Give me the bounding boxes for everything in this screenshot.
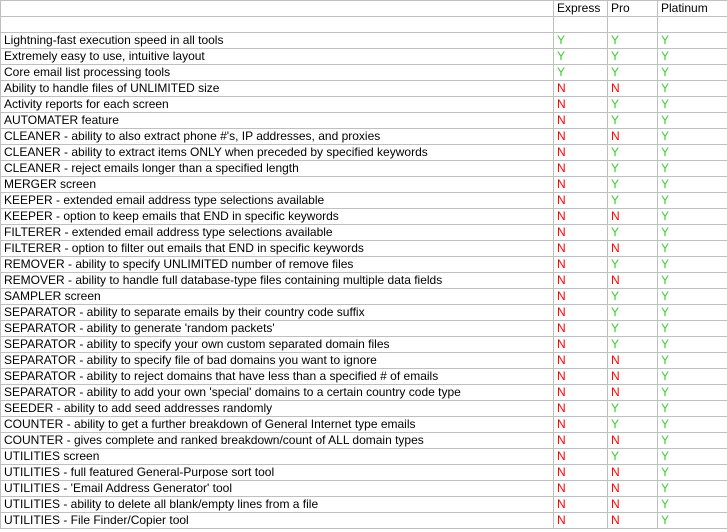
header-feature-cell: [1, 1, 554, 17]
table-row: [1, 433, 727, 449]
feature-name: COUNTER - ability to get a further breakdown of General Internet type emails: [1, 417, 554, 433]
feature-name: UTILITIES - ability to delete all blank/empty lines from a file: [1, 497, 554, 513]
spacer-cell: [1, 17, 554, 33]
platinum-value: Y: [658, 257, 727, 273]
pro-value: Y: [608, 177, 658, 193]
feature-name: SEPARATOR - ability to specify your own custom separated domain files: [1, 337, 554, 353]
platinum-value: Y: [658, 369, 727, 385]
feature-name: Core email list processing tools: [1, 65, 554, 81]
express-value: N: [554, 97, 608, 113]
express-value: N: [554, 385, 608, 401]
express-value: Y: [554, 49, 608, 65]
feature-name: AUTOMATER feature: [1, 113, 554, 129]
pro-value: N: [608, 465, 658, 481]
platinum-value: Y: [658, 97, 727, 113]
pro-value: Y: [608, 449, 658, 465]
pro-value: Y: [608, 97, 658, 113]
pro-value: N: [608, 513, 658, 529]
express-value: N: [554, 209, 608, 225]
express-value: Y: [554, 33, 608, 49]
pro-value: N: [608, 369, 658, 385]
table-row: [1, 113, 727, 129]
express-value: N: [554, 241, 608, 257]
feature-name: Extremely easy to use, intuitive layout: [1, 49, 554, 65]
pro-value: N: [608, 209, 658, 225]
express-value: N: [554, 305, 608, 321]
platinum-value: Y: [658, 81, 727, 97]
pro-value: Y: [608, 225, 658, 241]
express-value: N: [554, 321, 608, 337]
table-row: [1, 417, 727, 433]
express-value: N: [554, 129, 608, 145]
pro-value: N: [608, 273, 658, 289]
express-value: N: [554, 481, 608, 497]
express-value: N: [554, 273, 608, 289]
pro-value: Y: [608, 113, 658, 129]
table-row: [1, 305, 727, 321]
table-row: [1, 161, 727, 177]
pro-value: N: [608, 81, 658, 97]
platinum-value: Y: [658, 129, 727, 145]
table-row: [1, 321, 727, 337]
pro-value: N: [608, 433, 658, 449]
platinum-value: Y: [658, 513, 727, 529]
express-value: N: [554, 145, 608, 161]
pro-value: Y: [608, 257, 658, 273]
pro-value: N: [608, 481, 658, 497]
platinum-value: Y: [658, 145, 727, 161]
platinum-value: Y: [658, 417, 727, 433]
pro-value: Y: [608, 337, 658, 353]
table-row: [1, 497, 727, 513]
platinum-value: Y: [658, 481, 727, 497]
table-row: [1, 193, 727, 209]
table-row: [1, 337, 727, 353]
platinum-value: Y: [658, 465, 727, 481]
table-row: [1, 225, 727, 241]
pro-value: Y: [608, 289, 658, 305]
feature-name: SEPARATOR - ability to specify file of bad domains you want to ignore: [1, 353, 554, 369]
feature-name: UTILITIES - 'Email Address Generator' tool: [1, 481, 554, 497]
pro-value: Y: [608, 401, 658, 417]
feature-name: SEEDER - ability to add seed addresses randomly: [1, 401, 554, 417]
header-pro: Pro: [608, 1, 658, 17]
platinum-value: Y: [658, 401, 727, 417]
platinum-value: Y: [658, 177, 727, 193]
express-value: N: [554, 449, 608, 465]
express-value: N: [554, 257, 608, 273]
express-value: N: [554, 353, 608, 369]
platinum-value: Y: [658, 225, 727, 241]
platinum-value: Y: [658, 161, 727, 177]
platinum-value: Y: [658, 385, 727, 401]
feature-name: REMOVER - ability to specify UNLIMITED number of remove files: [1, 257, 554, 273]
pro-value: Y: [608, 305, 658, 321]
feature-name: CLEANER - ability to also extract phone #'s, IP addresses, and proxies: [1, 129, 554, 145]
express-value: N: [554, 225, 608, 241]
feature-name: Ability to handle files of UNLIMITED size: [1, 81, 554, 97]
table-row: [1, 177, 727, 193]
feature-name: CLEANER - reject emails longer than a specified length: [1, 161, 554, 177]
table-row: [1, 81, 727, 97]
table-row: [1, 481, 727, 497]
platinum-value: Y: [658, 113, 727, 129]
feature-name: KEEPER - option to keep emails that END in specific keywords: [1, 209, 554, 225]
platinum-value: Y: [658, 305, 727, 321]
pro-value: N: [608, 129, 658, 145]
express-value: N: [554, 337, 608, 353]
express-value: Y: [554, 65, 608, 81]
express-value: N: [554, 161, 608, 177]
header-platinum: Platinum: [658, 1, 727, 17]
platinum-value: Y: [658, 49, 727, 65]
express-value: N: [554, 433, 608, 449]
platinum-value: Y: [658, 289, 727, 305]
table-row: [1, 465, 727, 481]
express-value: N: [554, 113, 608, 129]
spacer-cell: [554, 17, 608, 33]
platinum-value: Y: [658, 33, 727, 49]
express-value: N: [554, 497, 608, 513]
table-row: [1, 513, 727, 529]
platinum-value: Y: [658, 273, 727, 289]
table-row: [1, 97, 727, 113]
pro-value: N: [608, 353, 658, 369]
table-row: [1, 273, 727, 289]
platinum-value: Y: [658, 193, 727, 209]
table-row: [1, 33, 727, 49]
header-row: [1, 1, 727, 17]
platinum-value: Y: [658, 433, 727, 449]
platinum-value: Y: [658, 497, 727, 513]
table-row: [1, 49, 727, 65]
table-row: [1, 129, 727, 145]
express-value: N: [554, 369, 608, 385]
pro-value: Y: [608, 193, 658, 209]
feature-name: UTILITIES - File Finder/Copier tool: [1, 513, 554, 529]
spacer-row: [1, 17, 727, 33]
feature-name: SEPARATOR - ability to add your own 'special' domains to a certain country code type: [1, 385, 554, 401]
table-row: [1, 257, 727, 273]
table-row: [1, 289, 727, 305]
pro-value: Y: [608, 33, 658, 49]
feature-name: COUNTER - gives complete and ranked breakdown/count of ALL domain types: [1, 433, 554, 449]
table-row: [1, 145, 727, 161]
table-row: [1, 401, 727, 417]
express-value: N: [554, 289, 608, 305]
table-row: [1, 65, 727, 81]
platinum-value: Y: [658, 337, 727, 353]
feature-name: UTILITIES - full featured General-Purpose sort tool: [1, 465, 554, 481]
feature-name: SEPARATOR - ability to generate 'random packets': [1, 321, 554, 337]
platinum-value: Y: [658, 449, 727, 465]
feature-name: MERGER screen: [1, 177, 554, 193]
pro-value: Y: [608, 65, 658, 81]
express-value: N: [554, 465, 608, 481]
express-value: N: [554, 417, 608, 433]
feature-name: Activity reports for each screen: [1, 97, 554, 113]
express-value: N: [554, 81, 608, 97]
feature-name: KEEPER - extended email address type selections available: [1, 193, 554, 209]
feature-name: SAMPLER screen: [1, 289, 554, 305]
table-row: [1, 369, 727, 385]
feature-name: FILTERER - option to filter out emails that END in specific keywords: [1, 241, 554, 257]
pro-value: Y: [608, 145, 658, 161]
pro-value: N: [608, 497, 658, 513]
table-row: [1, 385, 727, 401]
feature-name: SEPARATOR - ability to separate emails by their country code suffix: [1, 305, 554, 321]
express-value: N: [554, 513, 608, 529]
express-value: N: [554, 193, 608, 209]
pro-value: Y: [608, 49, 658, 65]
feature-name: CLEANER - ability to extract items ONLY when preceded by specified keywords: [1, 145, 554, 161]
feature-name: UTILITIES screen: [1, 449, 554, 465]
platinum-value: Y: [658, 241, 727, 257]
platinum-value: Y: [658, 65, 727, 81]
pro-value: N: [608, 385, 658, 401]
table-row: [1, 449, 727, 465]
express-value: N: [554, 177, 608, 193]
header-express: Express: [554, 1, 608, 17]
spacer-cell: [658, 17, 727, 33]
platinum-value: Y: [658, 321, 727, 337]
feature-name: REMOVER - ability to handle full database-type files containing multiple data fields: [1, 273, 554, 289]
table-row: [1, 241, 727, 257]
table-row: [1, 209, 727, 225]
feature-name: FILTERER - extended email address type selections available: [1, 225, 554, 241]
table-row: [1, 353, 727, 369]
pro-value: N: [608, 241, 658, 257]
pro-value: Y: [608, 321, 658, 337]
pro-value: Y: [608, 161, 658, 177]
express-value: N: [554, 401, 608, 417]
pro-value: Y: [608, 417, 658, 433]
platinum-value: Y: [658, 209, 727, 225]
spacer-cell: [608, 17, 658, 33]
feature-name: Lightning-fast execution speed in all tools: [1, 33, 554, 49]
feature-name: SEPARATOR - ability to reject domains that have less than a specified # of emails: [1, 369, 554, 385]
platinum-value: Y: [658, 353, 727, 369]
